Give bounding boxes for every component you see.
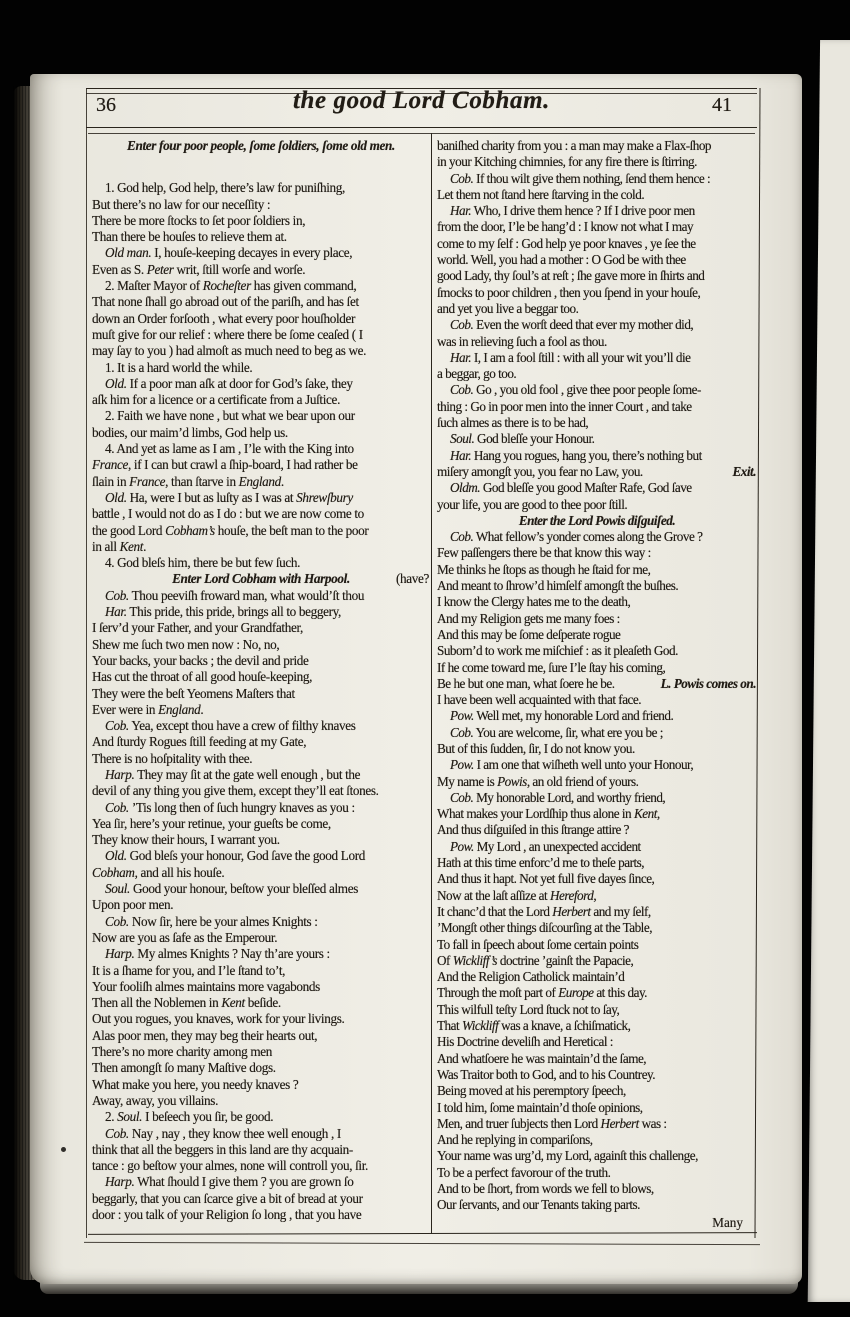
text-line: tance : go beſtow your almes, none will controll you, ſir. <box>92 1158 368 1174</box>
text-line: Cob. Now ſir, here be your almes Knights : <box>105 913 318 929</box>
frame-rule-bottom-outer <box>84 1242 760 1246</box>
text-line: They know their hours, I warrant you. <box>92 832 280 848</box>
text-line: Cob. Thou peeviſh froward man, what would’ſt thou <box>105 587 365 603</box>
text-line: Few paſſengers there be that know this way : <box>437 545 651 561</box>
text-line: Even as S. Peter writ, ſtill worſe and worſe. <box>92 261 306 277</box>
text-line: good Lady, thy ſoul’s at reſt ; ſhe gave more in ſhirts and <box>437 268 705 284</box>
text-line: Old. Ha, were I but as luſty as I was at Shrewſbury <box>105 489 353 505</box>
text-line: To be a perfect favorour of the truth. <box>437 1164 611 1180</box>
text-line: Was Traitor both to God, and to his Countrey. <box>437 1066 656 1082</box>
text-line: This wilfull teſty Lord ſtuck not to ſay, <box>437 1001 620 1017</box>
text-line: What make you here, you needy knaves ? <box>92 1076 299 1092</box>
text-line: Cob. ’Tis long then of ſuch hungry knaves as you : <box>105 799 355 815</box>
text-line: Cob. Go , you old fool , give thee poor people ſome- <box>450 382 701 398</box>
text-line: Then all the Noblemen in Kent beſide. <box>92 995 281 1011</box>
text-line: Pow. Well met, my honorable Lord and friend. <box>450 708 674 724</box>
text-line: Away, away, you villains. <box>92 1092 219 1108</box>
text-line: Cob. Even the worſt deed that ever my mother did, <box>450 317 694 333</box>
text-line: Alas poor men, they may beg their hearts out, <box>92 1027 318 1043</box>
text-line: door : you talk of your Religion ſo long , that you have <box>92 1207 362 1222</box>
line-spacer <box>92 154 430 180</box>
text-line: I ſerv’d your Father, and your Grandfather, <box>92 620 303 636</box>
text-line: There is no hoſpitality with thee. <box>92 750 253 766</box>
text-line: And this may be ſome deſperate rogue <box>437 626 621 642</box>
text-line: Has cut the throat of all good houſe-keeping, <box>92 669 313 685</box>
text-line: Old man. I, houſe-keeping decayes in every place, <box>105 245 353 261</box>
text-line: There be more ſtocks to ſet poor ſoldiers in, <box>92 212 306 228</box>
text-line: Shew me ſuch two men now : No, no, <box>92 636 280 652</box>
text-line: and yet you live a beggar too. <box>437 300 579 316</box>
text-line: bodies, our maim’d limbs, God help us. <box>92 424 288 440</box>
text-line: Suborn’d to work me miſchief : as it pleaſeth God. <box>437 643 678 659</box>
text-line: It chanc’d that the Lord Herbert and my ſelf, <box>437 903 651 919</box>
text-line: was in relieving ſuch a fool as thou. <box>437 333 607 349</box>
text-line: Harp. What ſhould I give them ? you are grown ſo <box>105 1174 354 1190</box>
text-line: aſk him for a licence or a certificate from a Juſtice. <box>92 392 341 408</box>
text-line: 1. It is a hard world the while. <box>105 359 253 375</box>
text-line: Soul. Good your honour, beſtow your bleſſed almes <box>105 881 358 897</box>
text-line: miſery amongſt you, you fear no Law, you. Exit. <box>437 463 756 479</box>
text-line: in your Kitching chimnies, for any fire there is ſtirring. <box>437 154 697 170</box>
margin-note: (have? <box>395 571 429 587</box>
text-line: think that all the beggers in this land are thy acquain- <box>92 1141 353 1157</box>
text-line: Being moved at his peremptory ſpeech, <box>437 1083 626 1099</box>
page-number-right: 41 <box>712 94 732 116</box>
text-line: Now are you as ſafe as the Emperour. <box>92 929 278 945</box>
column-left <box>92 138 430 1223</box>
text-line: Har. This pride, this pride, brings all to beggery, <box>105 604 341 620</box>
text-line: Cobham, and all his houſe. <box>92 864 225 880</box>
text-line: And he replying in compariſons, <box>437 1132 593 1148</box>
text-line: Cob. What fellow’s yonder comes along the Grove ? <box>450 529 703 545</box>
text-line: from the door, I’le be hang’d : I know not what I may <box>437 219 694 235</box>
text-line: Cob. Yea, except thou have a crew of filthy knaves <box>105 718 356 734</box>
text-line: And to be ſhort, from words we fell to blows, <box>437 1181 654 1196</box>
ink-speck <box>61 1147 66 1152</box>
text-line: come to my ſelf : God help ye poor knaves , ye ſee the <box>437 235 696 251</box>
text-line: But there’s no law for our neceſſity : <box>92 196 271 212</box>
text-line: And ſturdy Rogues ſtill feeding at my Gate, <box>92 734 307 750</box>
text-line: devil of any thing you give them, except they’ll eat ſtones. <box>92 783 379 799</box>
frame-rule-bottom-inner <box>88 1232 757 1235</box>
text-line: And the Religion Catholick maintain’d <box>437 969 625 985</box>
text-line: Soul. God bleſſe your Honour. <box>450 431 595 447</box>
text-line: Old. God bleſs your honour, God ſave the good Lord <box>105 848 365 864</box>
text-line: Old. If a poor man aſk at door for God’s ſake, they <box>105 375 353 391</box>
text-line: Cob. If thou wilt give them nothing, ſend them hence : <box>450 170 711 186</box>
text-line: Oldm. God bleſſe you good Maſter Rafe, God ſave <box>450 480 692 496</box>
column-divider-rule <box>431 133 432 1234</box>
text-line: 4. And yet as lame as I am , I’le with the King into <box>105 441 354 457</box>
text-line: And my Religion gets me many foes : <box>437 610 620 626</box>
text-line: Through the moſt part of Europe at this day. <box>437 985 647 1001</box>
text-line: If he come toward me, ſure I’le ſtay his coming, <box>437 659 666 675</box>
text-line: ſmocks to poor children , then you ſpend in your houſe, <box>437 284 701 300</box>
text-line: I have been well acquainted with that face. <box>437 692 642 708</box>
text-line: I know the Clergy hates me to the death, <box>437 594 631 610</box>
text-line: Harp. My almes Knights ? Nay th’are yours : <box>105 946 330 962</box>
text-line: Cob. My honorable Lord, and worthy friend, <box>450 789 666 805</box>
text-line: thing : Go in poor men into the inner Court , and take <box>437 398 692 414</box>
text-line: 1. God help, God help, there’s law for puniſhing, <box>105 180 345 196</box>
column-right <box>437 138 757 1214</box>
text-line: His Doctrine develiſh and Heretical : <box>437 1034 613 1050</box>
text-line: ſuch almes as there is to be had, <box>437 415 589 431</box>
text-line: And thus it hapt. Not yet full five dayes ſince, <box>437 871 655 887</box>
text-line: your life, you are good to thee poor ſtill. <box>437 496 628 512</box>
text-line: muſt give for our relief : where there be ſome ceaſed ( I <box>92 326 363 342</box>
text-line: Hath at this time enforc’d me to theſe parts, <box>437 855 645 871</box>
stage-direction: Enter Lord Cobham with Harpool. (have? <box>172 571 429 587</box>
text-line: Har. Hang you rogues, hang you, there’s nothing but <box>450 447 702 463</box>
text-line: Pow. I am one that wiſheth well unto your Honour, <box>450 757 694 773</box>
text-line: 4. God bleſs him, there be but few ſuch. <box>105 555 301 571</box>
text-line: And whatſoere he was maintain’d the ſame, <box>437 1050 647 1066</box>
text-line: Then amongſt ſo many Maſtive dogs. <box>92 1060 276 1076</box>
text-line: That none ſhall go abroad out of the pariſh, and has ſet <box>92 294 359 310</box>
next-page-edge <box>806 40 850 1302</box>
header-separator-rule <box>86 127 757 128</box>
text-line: baniſhed charity from you : a man may make a Flax-ſhop <box>437 138 712 153</box>
margin-note: L. Powis comes on. <box>660 675 756 691</box>
stage-direction: Enter the Lord Powis diſguiſed. <box>518 512 676 528</box>
text-line: Cob. You are welcome, ſir, what ere you be ; <box>450 724 663 740</box>
text-line: My name is Powis, an old friend of yours. <box>437 773 639 789</box>
text-line: 2. Maſter Mayor of Rocheſter has given command, <box>105 278 357 294</box>
text-line: Har. I, I am a fool ſtill : with all your wit you’ll die <box>450 349 691 365</box>
text-line: Your name was urg’d, my Lord, againſt this challenge, <box>437 1148 698 1164</box>
text-line: 2. Soul. I beſeech you ſir, be good. <box>105 1109 274 1125</box>
text-line: Let them not ſtand here ſtarving in the cold. <box>437 186 645 202</box>
margin-note: Exit. <box>732 463 756 479</box>
text-line: Now at the laſt aſſize at Hereford, <box>437 887 597 903</box>
book-page <box>30 74 802 1284</box>
text-line: What makes your Lordſhip thus alone in Kent, <box>437 806 660 822</box>
page-number-left: 36 <box>96 94 116 116</box>
text-line: a beggar, go too. <box>437 366 517 382</box>
text-line: It is a ſhame for you, and I’le ſtand to’t, <box>92 962 286 978</box>
text-line: down an Order forſooth , what every poor houſholder <box>92 310 356 326</box>
text-line: world. Well, you had a mother : O God be with thee <box>437 252 686 268</box>
text-line: Your backs, your backs ; the devil and pride <box>92 652 309 668</box>
running-title: the good Lord Cobham. <box>292 87 551 114</box>
text-line: And thus diſguiſed in this ſtrange attire ? <box>437 822 630 838</box>
text-line: They were the beſt Yeomens Maſters that <box>92 685 295 701</box>
text-line: Yea ſir, here’s your retinue, your gueſts be come, <box>92 815 331 831</box>
text-line: I told him, ſome maintain’d thoſe opinions, <box>437 1099 643 1115</box>
text-line: the good Lord Cobham’s houſe, the beſt man to the poor <box>92 522 369 538</box>
text-line: ſlain in France, than ſtarve in England. <box>92 473 284 489</box>
text-line: 2. Faith we have none , but what we bear upon our <box>105 408 355 424</box>
text-line: Men, and truer ſubjects then Lord Herbert was : <box>437 1115 667 1131</box>
catchword: Many <box>712 1215 743 1230</box>
stage-direction: Enter four poor people, ſome ſoldiers, ſome old men. <box>127 138 395 153</box>
text-line: But of this ſudden, ſir, I do not know you. <box>437 740 635 756</box>
text-line: Your fooliſh almes maintains more vagabonds <box>92 978 320 994</box>
text-line: battle , I would not do as I do : but we are now come to <box>92 506 364 522</box>
text-line: ’Mongſt other things diſcourſing at the Table, <box>437 920 652 936</box>
text-line: Than there be houſes to relieve them at. <box>92 229 287 245</box>
text-line: That Wickliff was a knave, a ſchiſmatick, <box>437 1018 631 1034</box>
header-separator-rule-2 <box>88 133 755 134</box>
text-line: Harp. They may ſit at the gate well enough , but the <box>105 766 361 782</box>
text-line: Har. Who, I drive them hence ? If I drive poor men <box>450 203 695 219</box>
text-line: Of Wickliff’s doctrine ’gainſt the Papacie, <box>437 952 634 968</box>
text-line: beggarly, that you can ſcarce give a bit of bread at your <box>92 1190 363 1206</box>
text-line: France, if I can but crawl a ſhip-board, I had rather be <box>92 457 358 473</box>
text-line: Cob. Nay , nay , they know thee well enough , I <box>105 1125 341 1141</box>
text-line: Be he but one man, what ſoere he be. L. Powis comes on. <box>437 675 756 691</box>
frame-rule-left <box>86 88 87 1238</box>
text-line: Pow. My Lord , an unexpected accident <box>450 838 641 854</box>
text-line: Our ſervants, and our Tenants taking parts. <box>437 1197 640 1213</box>
text-line: in all Kent. <box>92 538 147 554</box>
text-line: Ever were in England. <box>92 701 204 717</box>
text-line: Upon poor men. <box>92 897 174 913</box>
text-line: To fall in ſpeech about ſome certain points <box>437 936 639 952</box>
text-line: And meant to ſhrow’d himſelf amongſt the buſhes. <box>437 578 679 594</box>
text-line: may ſay to you ) had almoſt as much need to beg as we. <box>92 343 367 359</box>
text-line: There’s no more charity among men <box>92 1044 272 1060</box>
text-line: Me thinks he ſtops as though he ſtaid for me, <box>437 561 651 577</box>
text-line: Out you rogues, you knaves, work for your livings. <box>92 1011 345 1027</box>
